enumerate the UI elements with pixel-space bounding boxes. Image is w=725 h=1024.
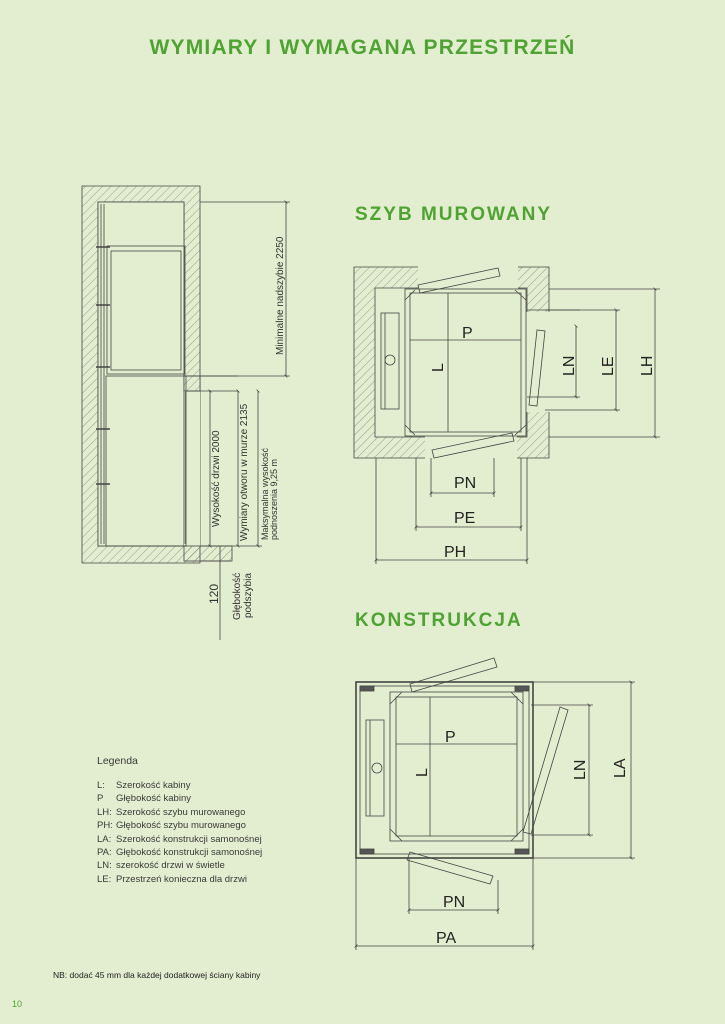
legend-key: L:: [97, 780, 105, 791]
dim-l-konstr: L: [414, 768, 431, 777]
page-title: WYMIARY I WYMAGANA PRZESTRZEŃ: [149, 36, 576, 59]
dim-ln-konstr: LN: [572, 759, 589, 780]
legend-item: [97, 792, 262, 805]
legend-key: LA:: [97, 833, 112, 845]
legend-item: [97, 859, 262, 872]
min-height-label: Minimalne nadszybie 2250: [275, 236, 286, 355]
footnote: NB: dodać 45 mm dla każdej dodatkowej ściany kabiny: [53, 970, 261, 980]
dim-ph: PH: [444, 544, 467, 561]
legend-item: [97, 846, 262, 859]
pit-value: 120: [207, 583, 221, 604]
section-title-szyb: SZYB MUROWANY: [355, 204, 552, 225]
legend-item: [97, 806, 262, 819]
legend-item: [97, 873, 262, 886]
legend-item: [97, 819, 262, 832]
legend-key: PH:: [97, 820, 113, 832]
legend-key: PA:: [97, 847, 112, 859]
pit-label-2: podszybia: [243, 572, 254, 618]
dim-ln: LN: [561, 355, 578, 376]
legend: [97, 755, 262, 886]
section-title-konstrukcja: KONSTRUKCJA: [355, 610, 523, 631]
plan-konstrukcja-drawing: [356, 658, 635, 950]
max-lift-label-1: Maksymalna wysokość: [260, 447, 270, 540]
legend-item: [97, 779, 262, 792]
dim-p: P: [462, 325, 473, 342]
legend-text: Głębokość kabiny: [116, 793, 191, 805]
legend-item: [97, 833, 262, 846]
dim-la-konstr: LA: [612, 758, 629, 778]
dim-l: L: [430, 363, 447, 372]
door-height-label: Wysokość drzwi 2000: [211, 430, 222, 527]
opening-height-label: Wymiary otworu w murze 2135: [239, 403, 250, 541]
dim-lh: LH: [639, 355, 656, 376]
legend-text: Głębokość szybu murowanego: [116, 820, 246, 832]
legend-text: Przestrzeń konieczna dla drzwi: [116, 873, 247, 885]
plan-szyb-drawing: [354, 263, 660, 564]
dim-pn-konstr: PN: [443, 894, 466, 911]
legend-text: Głębokość konstrukcji samonośnej: [116, 847, 263, 859]
legend-title: Legenda: [97, 755, 138, 767]
side-view-drawing: [82, 186, 290, 640]
dim-p-konstr: P: [445, 729, 456, 746]
max-lift-label-2: podnoszenia 9,25 m: [269, 458, 279, 540]
legend-key: LE:: [97, 873, 112, 885]
legend-key: LH:: [97, 806, 112, 818]
legend-key: LN:: [97, 860, 112, 872]
page-number: 10: [12, 999, 23, 1009]
pit-label-1: Głębokość: [232, 572, 243, 620]
plan-konstrukcja-labels: [414, 729, 629, 947]
dim-le: LE: [600, 356, 617, 376]
dim-pa-konstr: PA: [436, 930, 457, 947]
legend-text: szerokość drzwi w świetle: [116, 860, 225, 872]
legend-text: Szerokość kabiny: [116, 780, 191, 791]
legend-text: Szerokość konstrukcji samonośnej: [116, 833, 262, 845]
dim-pe: PE: [454, 510, 476, 527]
legend-key: P: [97, 793, 104, 805]
dim-pn: PN: [454, 475, 477, 492]
side-view-labels: [207, 236, 286, 620]
legend-text: Szerokość szybu murowanego: [116, 806, 246, 818]
